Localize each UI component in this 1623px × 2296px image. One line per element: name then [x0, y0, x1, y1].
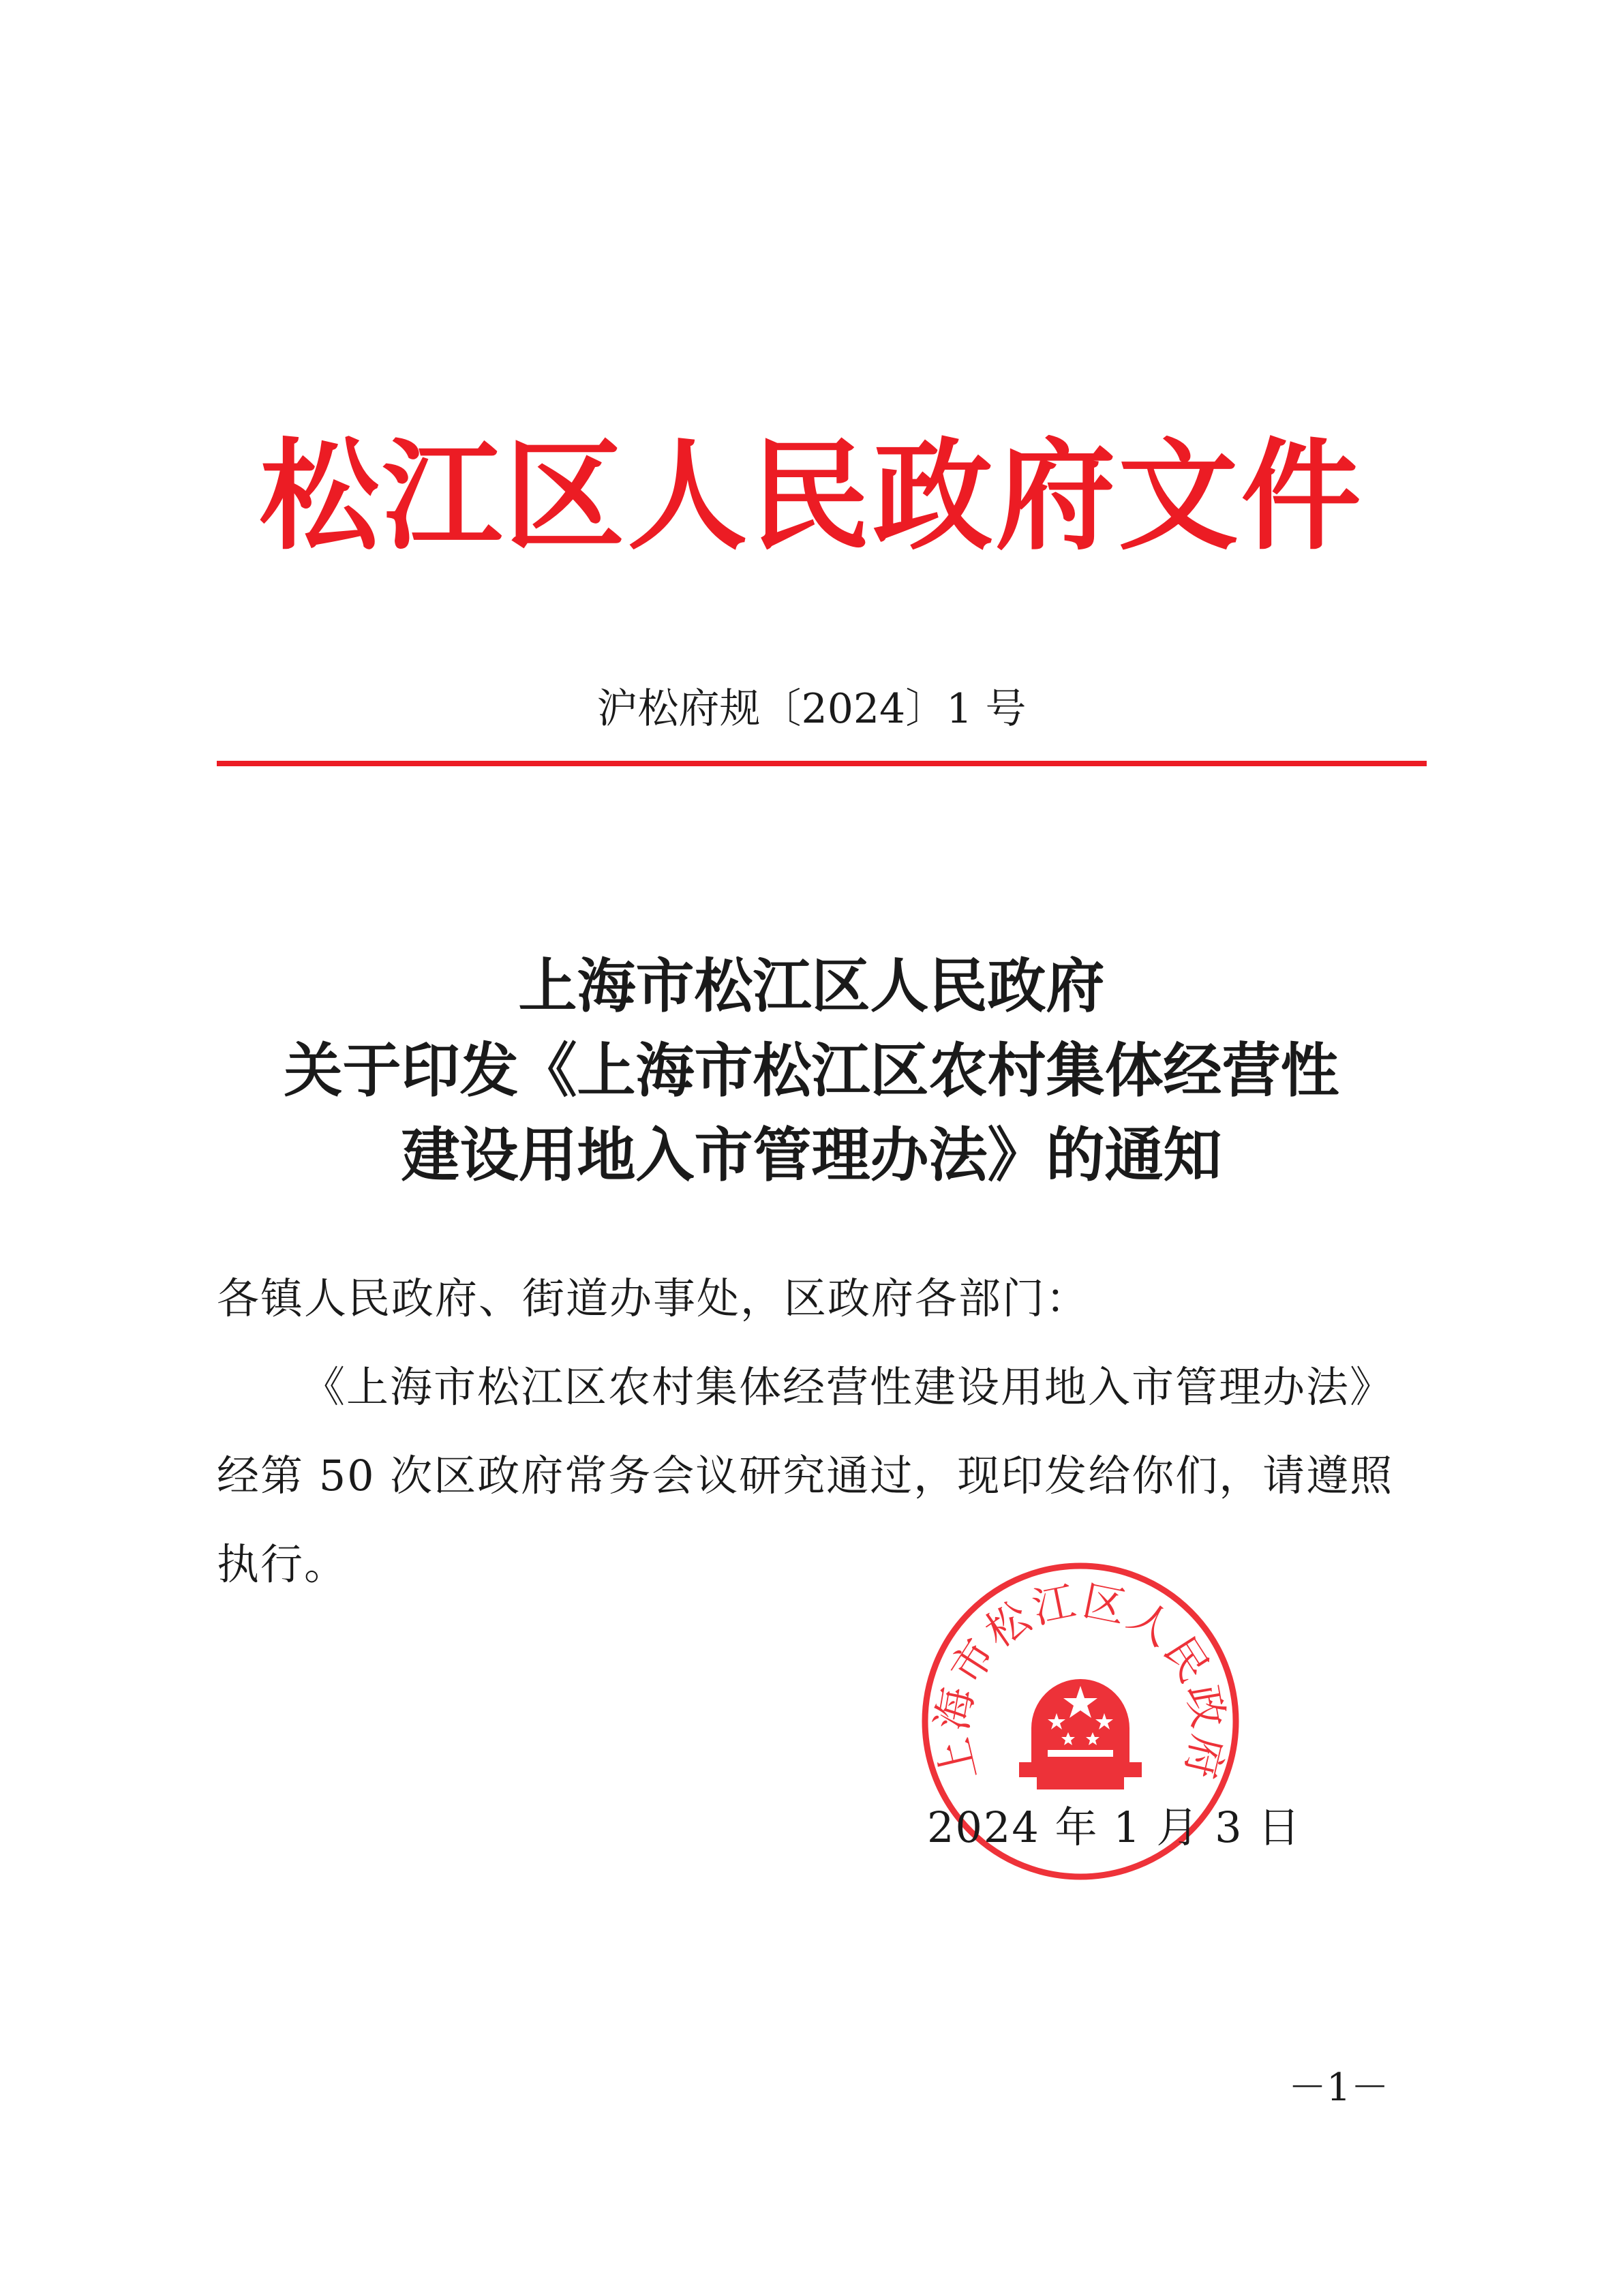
issuer-heading: 松江区人民政府文件	[259, 425, 1364, 567]
salutation: 各镇人民政府、街道办事处，区政府各部门：	[217, 1273, 1090, 1323]
title-line-3: 建设用地入市管理办法》的通知	[401, 1121, 1222, 1190]
red-divider-line	[217, 761, 1427, 766]
national-emblem-icon	[1019, 1679, 1142, 1789]
seal-text: 上海市松江区人民政府	[926, 1575, 1234, 1786]
title-line-1: 上海市松江区人民政府	[518, 952, 1105, 1021]
document-body	[217, 1254, 1416, 1609]
document-title	[0, 944, 1623, 1198]
title-line-2: 关于印发《上海市松江区农村集体经营性	[284, 1036, 1339, 1105]
document-number: 沪松府规〔2024〕1 号	[596, 685, 1027, 733]
page-number: －1－	[1288, 2066, 1389, 2110]
body-paragraph: 《上海市松江区农村集体经营性建设用地入市管理办法》经第 50 次区政府常务会议研究通过，现印发给你们，请遵照执行。	[217, 1362, 1394, 1589]
signature-date: 2024 年 1 月 3 日	[927, 1802, 1302, 1852]
